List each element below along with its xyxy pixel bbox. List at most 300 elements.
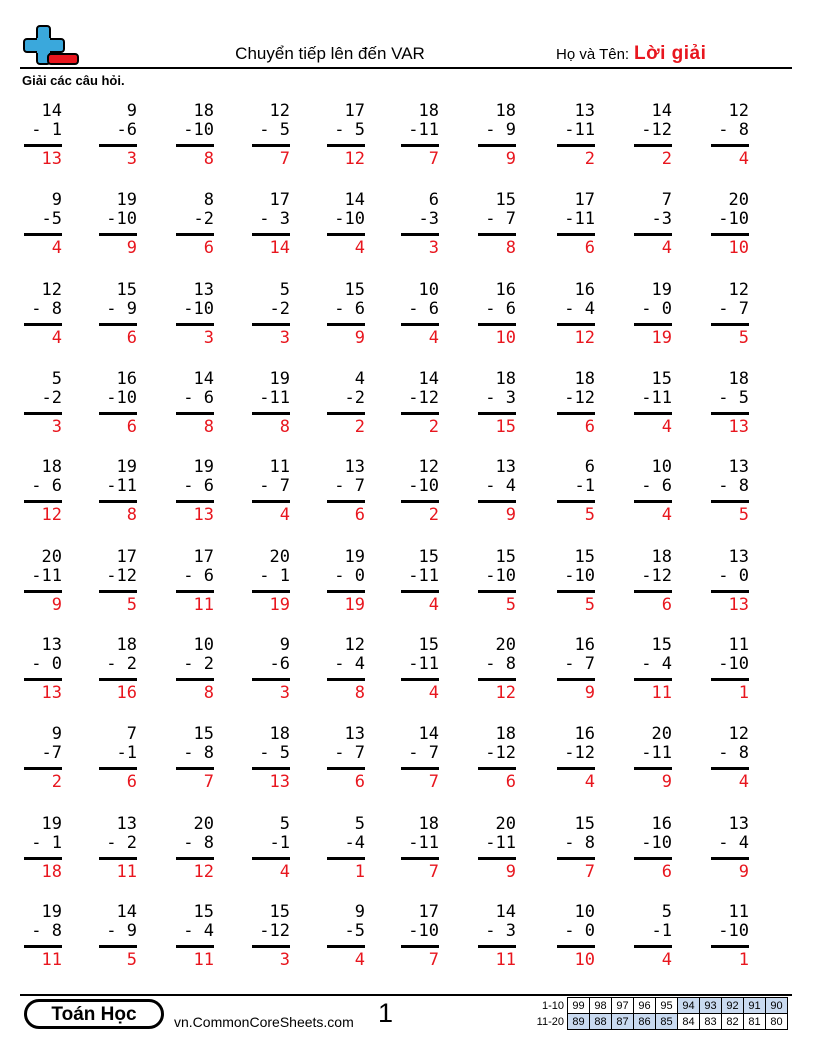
minuend: 19 bbox=[116, 457, 137, 477]
answer: 11 bbox=[116, 862, 137, 882]
answer-line bbox=[711, 233, 749, 236]
minuend: 14 bbox=[193, 369, 214, 389]
answer-line bbox=[252, 767, 290, 770]
answer-line bbox=[176, 144, 214, 147]
answer: 19 bbox=[651, 328, 672, 348]
subtrahend: -1 bbox=[269, 833, 290, 853]
minuend: 18 bbox=[418, 814, 439, 834]
subtrahend: - 8 bbox=[183, 743, 214, 763]
minuend: 7 bbox=[126, 724, 137, 744]
minuend: 13 bbox=[41, 635, 62, 655]
answer: 4 bbox=[584, 772, 595, 792]
subtrahend: - 6 bbox=[334, 299, 365, 319]
score-cell: 91 bbox=[744, 998, 766, 1014]
answer-line bbox=[24, 233, 62, 236]
minuend: 15 bbox=[193, 902, 214, 922]
answer-line bbox=[401, 678, 439, 681]
minuend: 14 bbox=[418, 724, 439, 744]
subtrahend: - 7 bbox=[485, 209, 516, 229]
problem bbox=[557, 281, 599, 351]
minuend: 12 bbox=[728, 101, 749, 121]
subtrahend: -11 bbox=[564, 209, 595, 229]
footer-divider bbox=[20, 994, 792, 996]
minuend: 9 bbox=[354, 902, 365, 922]
minuend: 18 bbox=[193, 101, 214, 121]
score-row-label: 11-20 bbox=[536, 1015, 564, 1028]
minuend: 15 bbox=[269, 902, 290, 922]
problem bbox=[252, 548, 294, 618]
subtrahend: -11 bbox=[31, 566, 62, 586]
minuend: 16 bbox=[495, 280, 516, 300]
score-cell: 88 bbox=[590, 1014, 612, 1030]
minuend: 12 bbox=[418, 457, 439, 477]
subtrahend: -12 bbox=[564, 388, 595, 408]
answer: 12 bbox=[574, 328, 595, 348]
answer: 9 bbox=[584, 683, 595, 703]
subtrahend: - 1 bbox=[259, 566, 290, 586]
subtrahend: -5 bbox=[41, 209, 62, 229]
subtrahend: -12 bbox=[564, 743, 595, 763]
answer: 11 bbox=[193, 595, 214, 615]
subtrahend: - 2 bbox=[106, 654, 137, 674]
answer: 8 bbox=[279, 417, 290, 437]
answer-line bbox=[24, 678, 62, 681]
answer-line bbox=[176, 590, 214, 593]
problem bbox=[634, 815, 676, 885]
score-cell: 84 bbox=[678, 1014, 700, 1030]
score-cell: 82 bbox=[722, 1014, 744, 1030]
minuend: 10 bbox=[418, 280, 439, 300]
problem bbox=[711, 815, 753, 885]
subtrahend: -11 bbox=[485, 833, 516, 853]
answer: 9 bbox=[354, 328, 365, 348]
answer: 4 bbox=[738, 149, 749, 169]
answer: 15 bbox=[495, 417, 516, 437]
answer-line bbox=[252, 945, 290, 948]
minuend: 12 bbox=[728, 280, 749, 300]
problem bbox=[99, 636, 141, 706]
answer-line bbox=[252, 590, 290, 593]
problem bbox=[327, 191, 369, 261]
minuend: 11 bbox=[269, 457, 290, 477]
subtrahend: - 3 bbox=[485, 388, 516, 408]
subtrahend: - 8 bbox=[31, 921, 62, 941]
subtrahend: - 8 bbox=[718, 743, 749, 763]
answer-line bbox=[711, 678, 749, 681]
problem bbox=[327, 903, 369, 973]
subtrahend: -12 bbox=[641, 566, 672, 586]
subtrahend: -11 bbox=[408, 120, 439, 140]
subtrahend: - 4 bbox=[183, 921, 214, 941]
minuend: 13 bbox=[495, 457, 516, 477]
answer: 3 bbox=[279, 328, 290, 348]
answer-line bbox=[99, 500, 137, 503]
worksheet-title: Chuyển tiếp lên đến VAR bbox=[235, 44, 425, 63]
answer: 7 bbox=[203, 772, 214, 792]
subtrahend: -6 bbox=[116, 120, 137, 140]
minuend: 8 bbox=[203, 190, 214, 210]
subtrahend: -10 bbox=[183, 299, 214, 319]
subtrahend: -10 bbox=[718, 209, 749, 229]
answer-line bbox=[24, 945, 62, 948]
minuend: 15 bbox=[574, 814, 595, 834]
answer: 4 bbox=[738, 772, 749, 792]
answer: 7 bbox=[279, 149, 290, 169]
score-row bbox=[528, 1014, 788, 1030]
answer: 13 bbox=[728, 595, 749, 615]
problem bbox=[327, 281, 369, 351]
problem bbox=[478, 191, 520, 261]
minuend: 17 bbox=[418, 902, 439, 922]
answer: 19 bbox=[344, 595, 365, 615]
problem bbox=[478, 370, 520, 440]
problem bbox=[634, 191, 676, 261]
answer: 6 bbox=[661, 595, 672, 615]
problem bbox=[401, 903, 443, 973]
minuend: 5 bbox=[279, 814, 290, 834]
answer: 7 bbox=[428, 950, 439, 970]
subtrahend: - 7 bbox=[334, 743, 365, 763]
answer: 2 bbox=[51, 772, 62, 792]
answer: 7 bbox=[428, 149, 439, 169]
answer-line bbox=[176, 233, 214, 236]
answer: 8 bbox=[203, 149, 214, 169]
problem bbox=[24, 725, 66, 795]
subtrahend: -3 bbox=[651, 209, 672, 229]
score-cell: 99 bbox=[568, 998, 590, 1014]
minuend: 19 bbox=[269, 369, 290, 389]
subtrahend: -2 bbox=[269, 299, 290, 319]
problem bbox=[327, 102, 369, 172]
subtrahend: -1 bbox=[116, 743, 137, 763]
subtrahend: -6 bbox=[269, 654, 290, 674]
answer-line bbox=[24, 767, 62, 770]
problem bbox=[478, 815, 520, 885]
minuend: 16 bbox=[574, 635, 595, 655]
score-cell: 83 bbox=[700, 1014, 722, 1030]
answer-line bbox=[176, 323, 214, 326]
answer: 4 bbox=[661, 238, 672, 258]
minuend: 14 bbox=[41, 101, 62, 121]
problem bbox=[711, 458, 753, 528]
answer: 4 bbox=[354, 950, 365, 970]
subtrahend: - 2 bbox=[106, 833, 137, 853]
problem bbox=[176, 548, 218, 618]
answer-line bbox=[176, 678, 214, 681]
answer-line bbox=[478, 678, 516, 681]
problem bbox=[99, 815, 141, 885]
problem bbox=[252, 102, 294, 172]
subtrahend: - 6 bbox=[31, 476, 62, 496]
minuend: 15 bbox=[574, 547, 595, 567]
minuend: 6 bbox=[584, 457, 595, 477]
score-cell: 85 bbox=[656, 1014, 678, 1030]
answer: 8 bbox=[203, 417, 214, 437]
answer-line bbox=[401, 412, 439, 415]
problem bbox=[176, 281, 218, 351]
subtrahend: - 1 bbox=[31, 833, 62, 853]
answer-line bbox=[634, 323, 672, 326]
minuend: 14 bbox=[418, 369, 439, 389]
problem bbox=[557, 725, 599, 795]
score-cell: 87 bbox=[612, 1014, 634, 1030]
answer: 3 bbox=[126, 149, 137, 169]
problem bbox=[99, 548, 141, 618]
answer: 13 bbox=[41, 683, 62, 703]
problem bbox=[478, 903, 520, 973]
problem bbox=[711, 903, 753, 973]
problem bbox=[478, 636, 520, 706]
minuend: 15 bbox=[193, 724, 214, 744]
minuend: 18 bbox=[728, 369, 749, 389]
answer: 6 bbox=[354, 772, 365, 792]
score-cell: 96 bbox=[634, 998, 656, 1014]
answer-line bbox=[634, 500, 672, 503]
problem bbox=[252, 725, 294, 795]
subtrahend: - 6 bbox=[485, 299, 516, 319]
answer-line bbox=[24, 857, 62, 860]
minuend: 19 bbox=[193, 457, 214, 477]
answer: 4 bbox=[51, 328, 62, 348]
subtrahend: - 8 bbox=[718, 476, 749, 496]
problem bbox=[634, 281, 676, 351]
problem bbox=[634, 725, 676, 795]
problem bbox=[176, 636, 218, 706]
minuend: 15 bbox=[495, 190, 516, 210]
answer: 4 bbox=[279, 862, 290, 882]
score-row-label: 1-10 bbox=[541, 999, 564, 1012]
answer-line bbox=[711, 144, 749, 147]
problem bbox=[252, 636, 294, 706]
problem bbox=[327, 725, 369, 795]
minuend: 18 bbox=[41, 457, 62, 477]
answer-line bbox=[401, 500, 439, 503]
answer: 10 bbox=[495, 328, 516, 348]
minuend: 9 bbox=[126, 101, 137, 121]
subtrahend: -5 bbox=[344, 921, 365, 941]
score-cell: 81 bbox=[744, 1014, 766, 1030]
answer-line bbox=[176, 767, 214, 770]
problem bbox=[634, 548, 676, 618]
subtrahend: - 9 bbox=[485, 120, 516, 140]
subtrahend: - 8 bbox=[564, 833, 595, 853]
problem bbox=[99, 458, 141, 528]
score-cell: 92 bbox=[722, 998, 744, 1014]
answer-line bbox=[327, 323, 365, 326]
answer: 5 bbox=[126, 595, 137, 615]
problem bbox=[24, 815, 66, 885]
subtrahend: - 6 bbox=[641, 476, 672, 496]
answer: 12 bbox=[41, 505, 62, 525]
subtrahend: -2 bbox=[41, 388, 62, 408]
subtrahend: - 4 bbox=[718, 833, 749, 853]
answer-line bbox=[634, 590, 672, 593]
minuend: 18 bbox=[495, 101, 516, 121]
subtrahend: -3 bbox=[418, 209, 439, 229]
problem bbox=[478, 548, 520, 618]
answer-line bbox=[24, 412, 62, 415]
problem bbox=[478, 458, 520, 528]
subtrahend: -12 bbox=[106, 566, 137, 586]
problem bbox=[99, 370, 141, 440]
answer-line bbox=[711, 590, 749, 593]
answer: 7 bbox=[428, 772, 439, 792]
problem bbox=[176, 458, 218, 528]
answer: 9 bbox=[505, 862, 516, 882]
minuend: 19 bbox=[651, 280, 672, 300]
name-value: Lời giải bbox=[634, 43, 707, 64]
answer: 11 bbox=[41, 950, 62, 970]
problem bbox=[24, 191, 66, 261]
answer: 2 bbox=[428, 505, 439, 525]
answer: 5 bbox=[584, 595, 595, 615]
subtrahend: - 3 bbox=[259, 209, 290, 229]
answer: 13 bbox=[269, 772, 290, 792]
answer: 4 bbox=[51, 238, 62, 258]
answer-line bbox=[327, 678, 365, 681]
answer: 12 bbox=[344, 149, 365, 169]
answer: 4 bbox=[661, 417, 672, 437]
minuend: 14 bbox=[651, 101, 672, 121]
minuend: 18 bbox=[269, 724, 290, 744]
answer-line bbox=[99, 767, 137, 770]
subtrahend: - 0 bbox=[641, 299, 672, 319]
answer: 6 bbox=[354, 505, 365, 525]
subtrahend: -10 bbox=[408, 921, 439, 941]
problem bbox=[327, 815, 369, 885]
answer: 10 bbox=[574, 950, 595, 970]
problem bbox=[401, 815, 443, 885]
minuend: 15 bbox=[418, 635, 439, 655]
answer: 2 bbox=[354, 417, 365, 437]
answer-line bbox=[327, 945, 365, 948]
answer: 9 bbox=[51, 595, 62, 615]
minuend: 7 bbox=[661, 190, 672, 210]
minuend: 9 bbox=[51, 724, 62, 744]
answer: 5 bbox=[738, 328, 749, 348]
answer-line bbox=[24, 590, 62, 593]
subtrahend: -11 bbox=[259, 388, 290, 408]
answer: 9 bbox=[505, 149, 516, 169]
answer-line bbox=[327, 233, 365, 236]
problem bbox=[711, 548, 753, 618]
answer-line bbox=[252, 323, 290, 326]
subtrahend: -11 bbox=[641, 743, 672, 763]
answer: 8 bbox=[126, 505, 137, 525]
problem bbox=[711, 370, 753, 440]
minuend: 14 bbox=[495, 902, 516, 922]
subtrahend: -2 bbox=[193, 209, 214, 229]
answer: 6 bbox=[126, 772, 137, 792]
minuend: 18 bbox=[495, 724, 516, 744]
minuend: 13 bbox=[344, 724, 365, 744]
answer: 6 bbox=[203, 238, 214, 258]
answer-line bbox=[401, 767, 439, 770]
score-cell: 90 bbox=[766, 998, 788, 1014]
subtrahend: -12 bbox=[485, 743, 516, 763]
minuend: 15 bbox=[651, 369, 672, 389]
subtrahend: - 6 bbox=[183, 388, 214, 408]
answer-line bbox=[478, 233, 516, 236]
problem bbox=[327, 458, 369, 528]
answer-line bbox=[557, 144, 595, 147]
minuend: 19 bbox=[116, 190, 137, 210]
subtrahend: - 7 bbox=[564, 654, 595, 674]
problem bbox=[252, 815, 294, 885]
minuend: 13 bbox=[728, 547, 749, 567]
minuend: 13 bbox=[344, 457, 365, 477]
subtrahend: - 5 bbox=[718, 388, 749, 408]
problem bbox=[634, 370, 676, 440]
problem bbox=[557, 548, 599, 618]
problem bbox=[401, 191, 443, 261]
problem bbox=[327, 548, 369, 618]
minuend: 17 bbox=[193, 547, 214, 567]
answer: 19 bbox=[269, 595, 290, 615]
answer-line bbox=[557, 323, 595, 326]
answer-line bbox=[634, 945, 672, 948]
problem bbox=[634, 458, 676, 528]
minuend: 20 bbox=[495, 635, 516, 655]
problem bbox=[557, 636, 599, 706]
answer-line bbox=[634, 678, 672, 681]
problem bbox=[252, 903, 294, 973]
score-cell: 94 bbox=[678, 998, 700, 1014]
answer-line bbox=[24, 500, 62, 503]
answer-line bbox=[176, 857, 214, 860]
subtrahend: - 6 bbox=[183, 476, 214, 496]
answer-line bbox=[252, 233, 290, 236]
answer: 13 bbox=[193, 505, 214, 525]
answer: 13 bbox=[728, 417, 749, 437]
score-cell: 98 bbox=[590, 998, 612, 1014]
answer-line bbox=[634, 857, 672, 860]
minuend: 19 bbox=[41, 814, 62, 834]
answer-line bbox=[401, 590, 439, 593]
score-cell: 80 bbox=[766, 1014, 788, 1030]
answer-line bbox=[99, 412, 137, 415]
subtrahend: -7 bbox=[41, 743, 62, 763]
answer-line bbox=[557, 412, 595, 415]
answer-line bbox=[478, 945, 516, 948]
minuend: 20 bbox=[269, 547, 290, 567]
subtrahend: -11 bbox=[564, 120, 595, 140]
answer-line bbox=[634, 767, 672, 770]
minuend: 17 bbox=[574, 190, 595, 210]
minuend: 13 bbox=[116, 814, 137, 834]
subtrahend: - 7 bbox=[334, 476, 365, 496]
answer: 4 bbox=[354, 238, 365, 258]
answer-line bbox=[401, 857, 439, 860]
problem bbox=[478, 281, 520, 351]
answer: 5 bbox=[738, 505, 749, 525]
subtrahend: -10 bbox=[183, 120, 214, 140]
brand-badge: Toán Học bbox=[24, 999, 164, 1029]
subtrahend: -11 bbox=[408, 833, 439, 853]
problem bbox=[634, 636, 676, 706]
subtrahend: - 0 bbox=[718, 566, 749, 586]
answer-line bbox=[478, 412, 516, 415]
problem bbox=[557, 458, 599, 528]
answer-line bbox=[557, 500, 595, 503]
answer: 14 bbox=[269, 238, 290, 258]
minuend: 14 bbox=[116, 902, 137, 922]
name-label: Họ và Tên: bbox=[556, 46, 630, 63]
answer-line bbox=[99, 144, 137, 147]
subtrahend: -10 bbox=[718, 654, 749, 674]
answer-line bbox=[24, 323, 62, 326]
subtrahend: - 9 bbox=[106, 921, 137, 941]
